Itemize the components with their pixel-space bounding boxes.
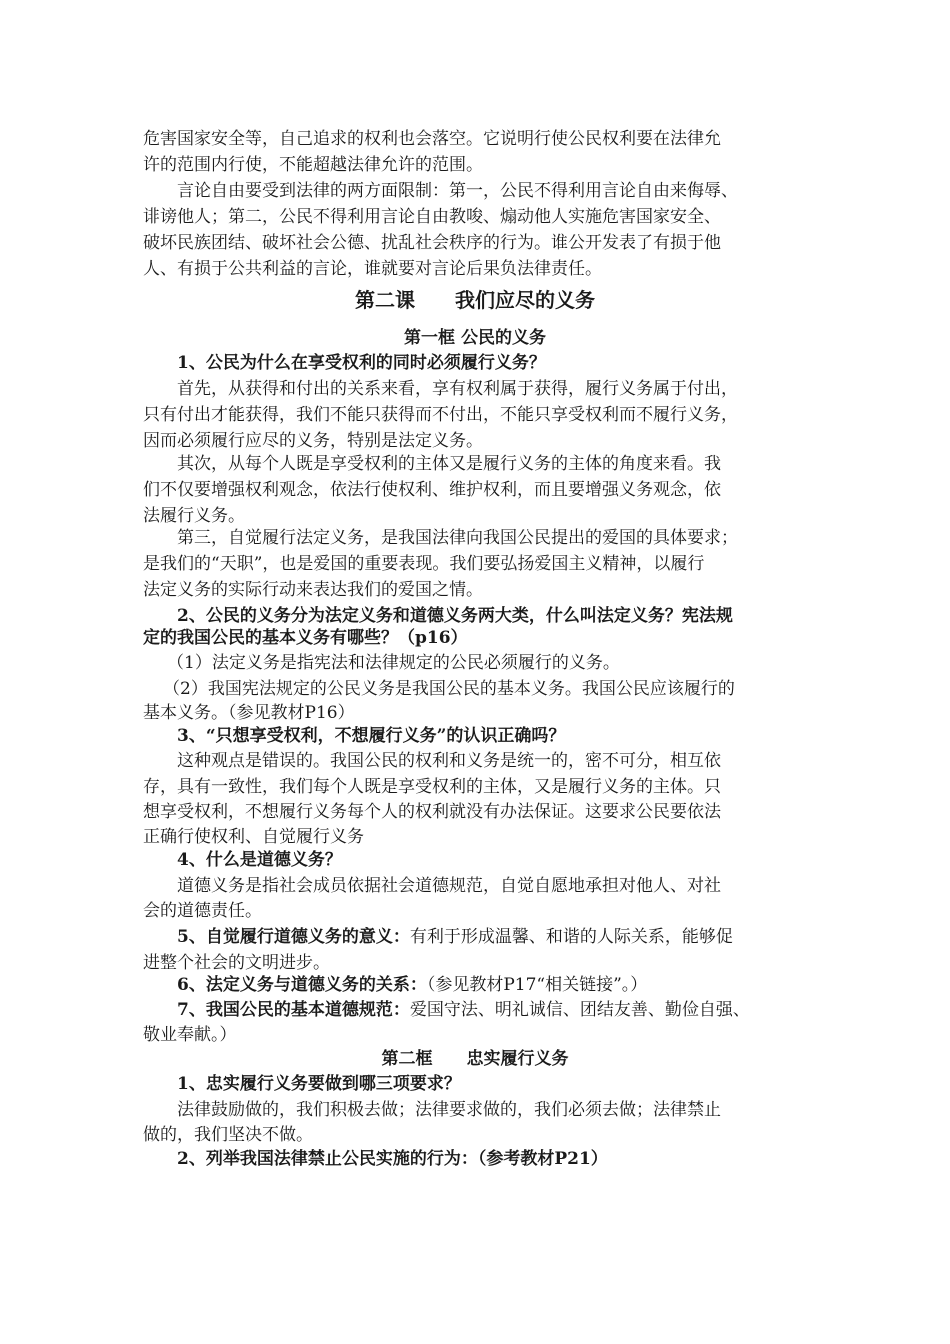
paragraph-line: 们不仅要增强权利观念，依法行使权利、维护权利，而且要增强义务观念，依 <box>143 480 721 500</box>
paragraph-line: 道德义务是指社会成员依据社会道德规范，自觉自愿地承担对他人、对社 <box>177 876 721 896</box>
paragraph-line: 敬业奉献。） <box>143 1025 237 1045</box>
paragraph-line: 第三，自觉履行法定义务，是我国法律向我国公民提出的爱国的具体要求； <box>177 528 738 548</box>
question-line <box>177 997 857 1023</box>
question-heading: 1、忠实履行义务要做到哪三项要求？ <box>177 1074 461 1094</box>
paragraph-line: 诽谤他人；第二，公民不得利用言论自由教唆、煽动他人实施危害国家安全、 <box>143 207 721 227</box>
paragraph-line: 法定义务的实际行动来表达我们的爱国之情。 <box>143 580 483 600</box>
paragraph-line: 许的范围内行使，不能超越法律允许的范围。 <box>143 155 483 175</box>
question-heading: 2、列举我国法律禁止公民实施的行为：（参考教材P21） <box>177 1149 608 1169</box>
paragraph-line: 法履行义务。 <box>143 506 245 526</box>
paragraph-line: （2）我国宪法规定的公民义务是我国公民的基本义务。我国公民应该履行的 <box>163 679 735 699</box>
question-heading: 6、法定义务与道德义务的关系： <box>177 975 427 995</box>
question-heading: 3、“只想享受权利，不想履行义务”的认识正确吗？ <box>177 726 566 746</box>
question-heading: 1、公民为什么在享受权利的同时必须履行义务？ <box>177 353 546 373</box>
paragraph-line: 破坏民族团结、破坏社会公德、扰乱社会秩序的行为。谁公开发表了有损于他 <box>143 233 721 253</box>
paragraph-line: 法律鼓励做的，我们积极去做；法律要求做的，我们必须去做；法律禁止 <box>177 1100 721 1120</box>
paragraph-line: 只有付出才能获得，我们不能只获得而不付出，不能只享受权利而不履行义务， <box>143 405 738 425</box>
paragraph-line: 进整个社会的文明进步。 <box>143 953 330 973</box>
question-heading: 定的我国公民的基本义务有哪些？（p16） <box>143 628 468 648</box>
paragraph-line: 基本义务。（参见教材P16） <box>143 703 355 723</box>
paragraph-line: 是我们的“天职”，也是爱国的重要表现。我们要弘扬爱国主义精神，以履行 <box>143 554 705 574</box>
lesson-title: 第二课 我们应尽的义务 <box>355 288 595 312</box>
question-heading: 4、什么是道德义务？ <box>177 850 342 870</box>
answer-text: 有利于形成温馨、和谐的人际关系，能够促 <box>409 927 733 947</box>
question-line <box>177 972 857 998</box>
paragraph-line: 其次，从每个人既是享受权利的主体又是履行义务的主体的角度来看。我 <box>177 454 721 474</box>
paragraph-line: （1）法定义务是指宪法和法律规定的公民必须履行的义务。 <box>167 653 620 673</box>
question-heading: 5、自觉履行道德义务的意义： <box>177 927 410 947</box>
question-heading: 7、我国公民的基本道德规范： <box>177 1000 410 1020</box>
paragraph-line: 首先，从获得和付出的关系来看，享有权利属于获得，履行义务属于付出， <box>177 379 738 399</box>
paragraph-line: 做的，我们坚决不做。 <box>143 1125 313 1145</box>
answer-text: （参见教材P17“相关链接”。） <box>426 975 648 995</box>
paragraph-line: 人、有损于公共利益的言论，谁就要对言论后果负法律责任。 <box>143 259 602 279</box>
paragraph-line: 正确行使权利、自觉履行义务 <box>143 827 364 847</box>
question-heading: 2、公民的义务分为法定义务和道德义务两大类，什么叫法定义务？宪法规 <box>177 606 733 626</box>
paragraph-line: 会的道德责任。 <box>143 901 262 921</box>
paragraph-line: 想享受权利，不想履行义务每个人的权利就没有办法保证。这要求公民要依法 <box>143 802 721 822</box>
answer-text: 爱国守法、明礼诚信、团结友善、勤俭自强、 <box>409 1000 750 1020</box>
paragraph-line: 因而必须履行应尽的义务，特别是法定义务。 <box>143 431 483 451</box>
paragraph-line: 这种观点是错误的。我国公民的权利和义务是统一的，密不可分，相互依 <box>177 751 721 771</box>
section-title: 第一框 公民的义务 <box>404 328 546 348</box>
paragraph-line: 存，具有一致性，我们每个人既是享受权利的主体，又是履行义务的主体。只 <box>143 777 721 797</box>
question-line <box>177 924 857 950</box>
section-title: 第二框 忠实履行义务 <box>381 1049 569 1069</box>
paragraph-line: 言论自由要受到法律的两方面限制：第一，公民不得利用言论自由来侮辱、 <box>177 181 738 201</box>
paragraph-line: 危害国家安全等，自己追求的权利也会落空。它说明行使公民权利要在法律允 <box>143 129 721 149</box>
